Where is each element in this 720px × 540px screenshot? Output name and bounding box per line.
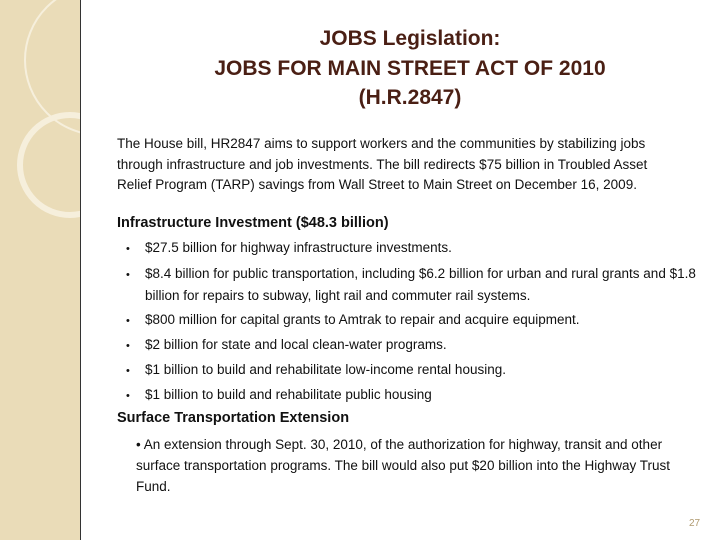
page-number: 27 [689,518,701,529]
bullet-text: $1 billion to build and rehabilitate low-income rental housing. [145,362,506,377]
decorative-circles-icon [0,0,80,540]
bullet-text: $1 billion to build and rehabilitate public housing [145,387,432,402]
section-heading-surface: Surface Transportation Extension [117,410,350,426]
bullet-item: • $1 billion to build and rehabilitate low-income rental housing. [126,362,506,377]
intro-paragraph: The House bill, HR2847 aims to support workers and the communities by stabilizing jobs through infrastructure and job investments. The bill redirects $75 billion in Troubled Asset Relief Program (TARP) savings from Wall Street to Main Street on December 16, 2009. [117,136,648,192]
bullet-item: • $27.5 billion for highway infrastructure investments. [126,240,452,255]
title-line: JOBS Legislation: [319,27,501,50]
section-heading-infrastructure: Infrastructure Investment ($48.3 billion) [117,215,389,231]
bullet-text: $27.5 billion for highway infrastructure investments. [145,240,452,255]
bullet-item: • $800 million for capital grants to Amtrak to repair and acquire equipment. [126,312,580,327]
title-line: (H.R.2847) [358,86,462,109]
bullet-text: $800 million for capital grants to Amtrak to repair and acquire equipment. [145,312,580,327]
bullet-item: • $8.4 billion for public transportation, including $6.2 billion for urban and rural grants and $1.8 billion for repairs to subway, light rail and commuter rail systems. [126,266,696,303]
bullet-item: • $1 billion to build and rehabilitate public housing [126,387,432,402]
bullet-text: $8.4 billion for public transportation, including $6.2 billion for urban and rural grants and $1.8 billion for repairs to subway, light rail and commuter rail systems. [145,266,696,303]
bullet-text: $2 billion for state and local clean-water programs. [145,337,447,352]
title-line: JOBS FOR MAIN STREET ACT OF 2010 [214,56,606,80]
bullet-item: • $2 billion for state and local clean-water programs. [126,337,447,352]
slide-title [140,24,680,113]
decorative-sidebar [0,0,81,540]
bullet-item: • An extension through Sept. 30, 2010, of the authorization for highway, transit and other surface transportation programs. The bill would also put $20 billion into the Highway Trust Fund. [136,437,671,494]
